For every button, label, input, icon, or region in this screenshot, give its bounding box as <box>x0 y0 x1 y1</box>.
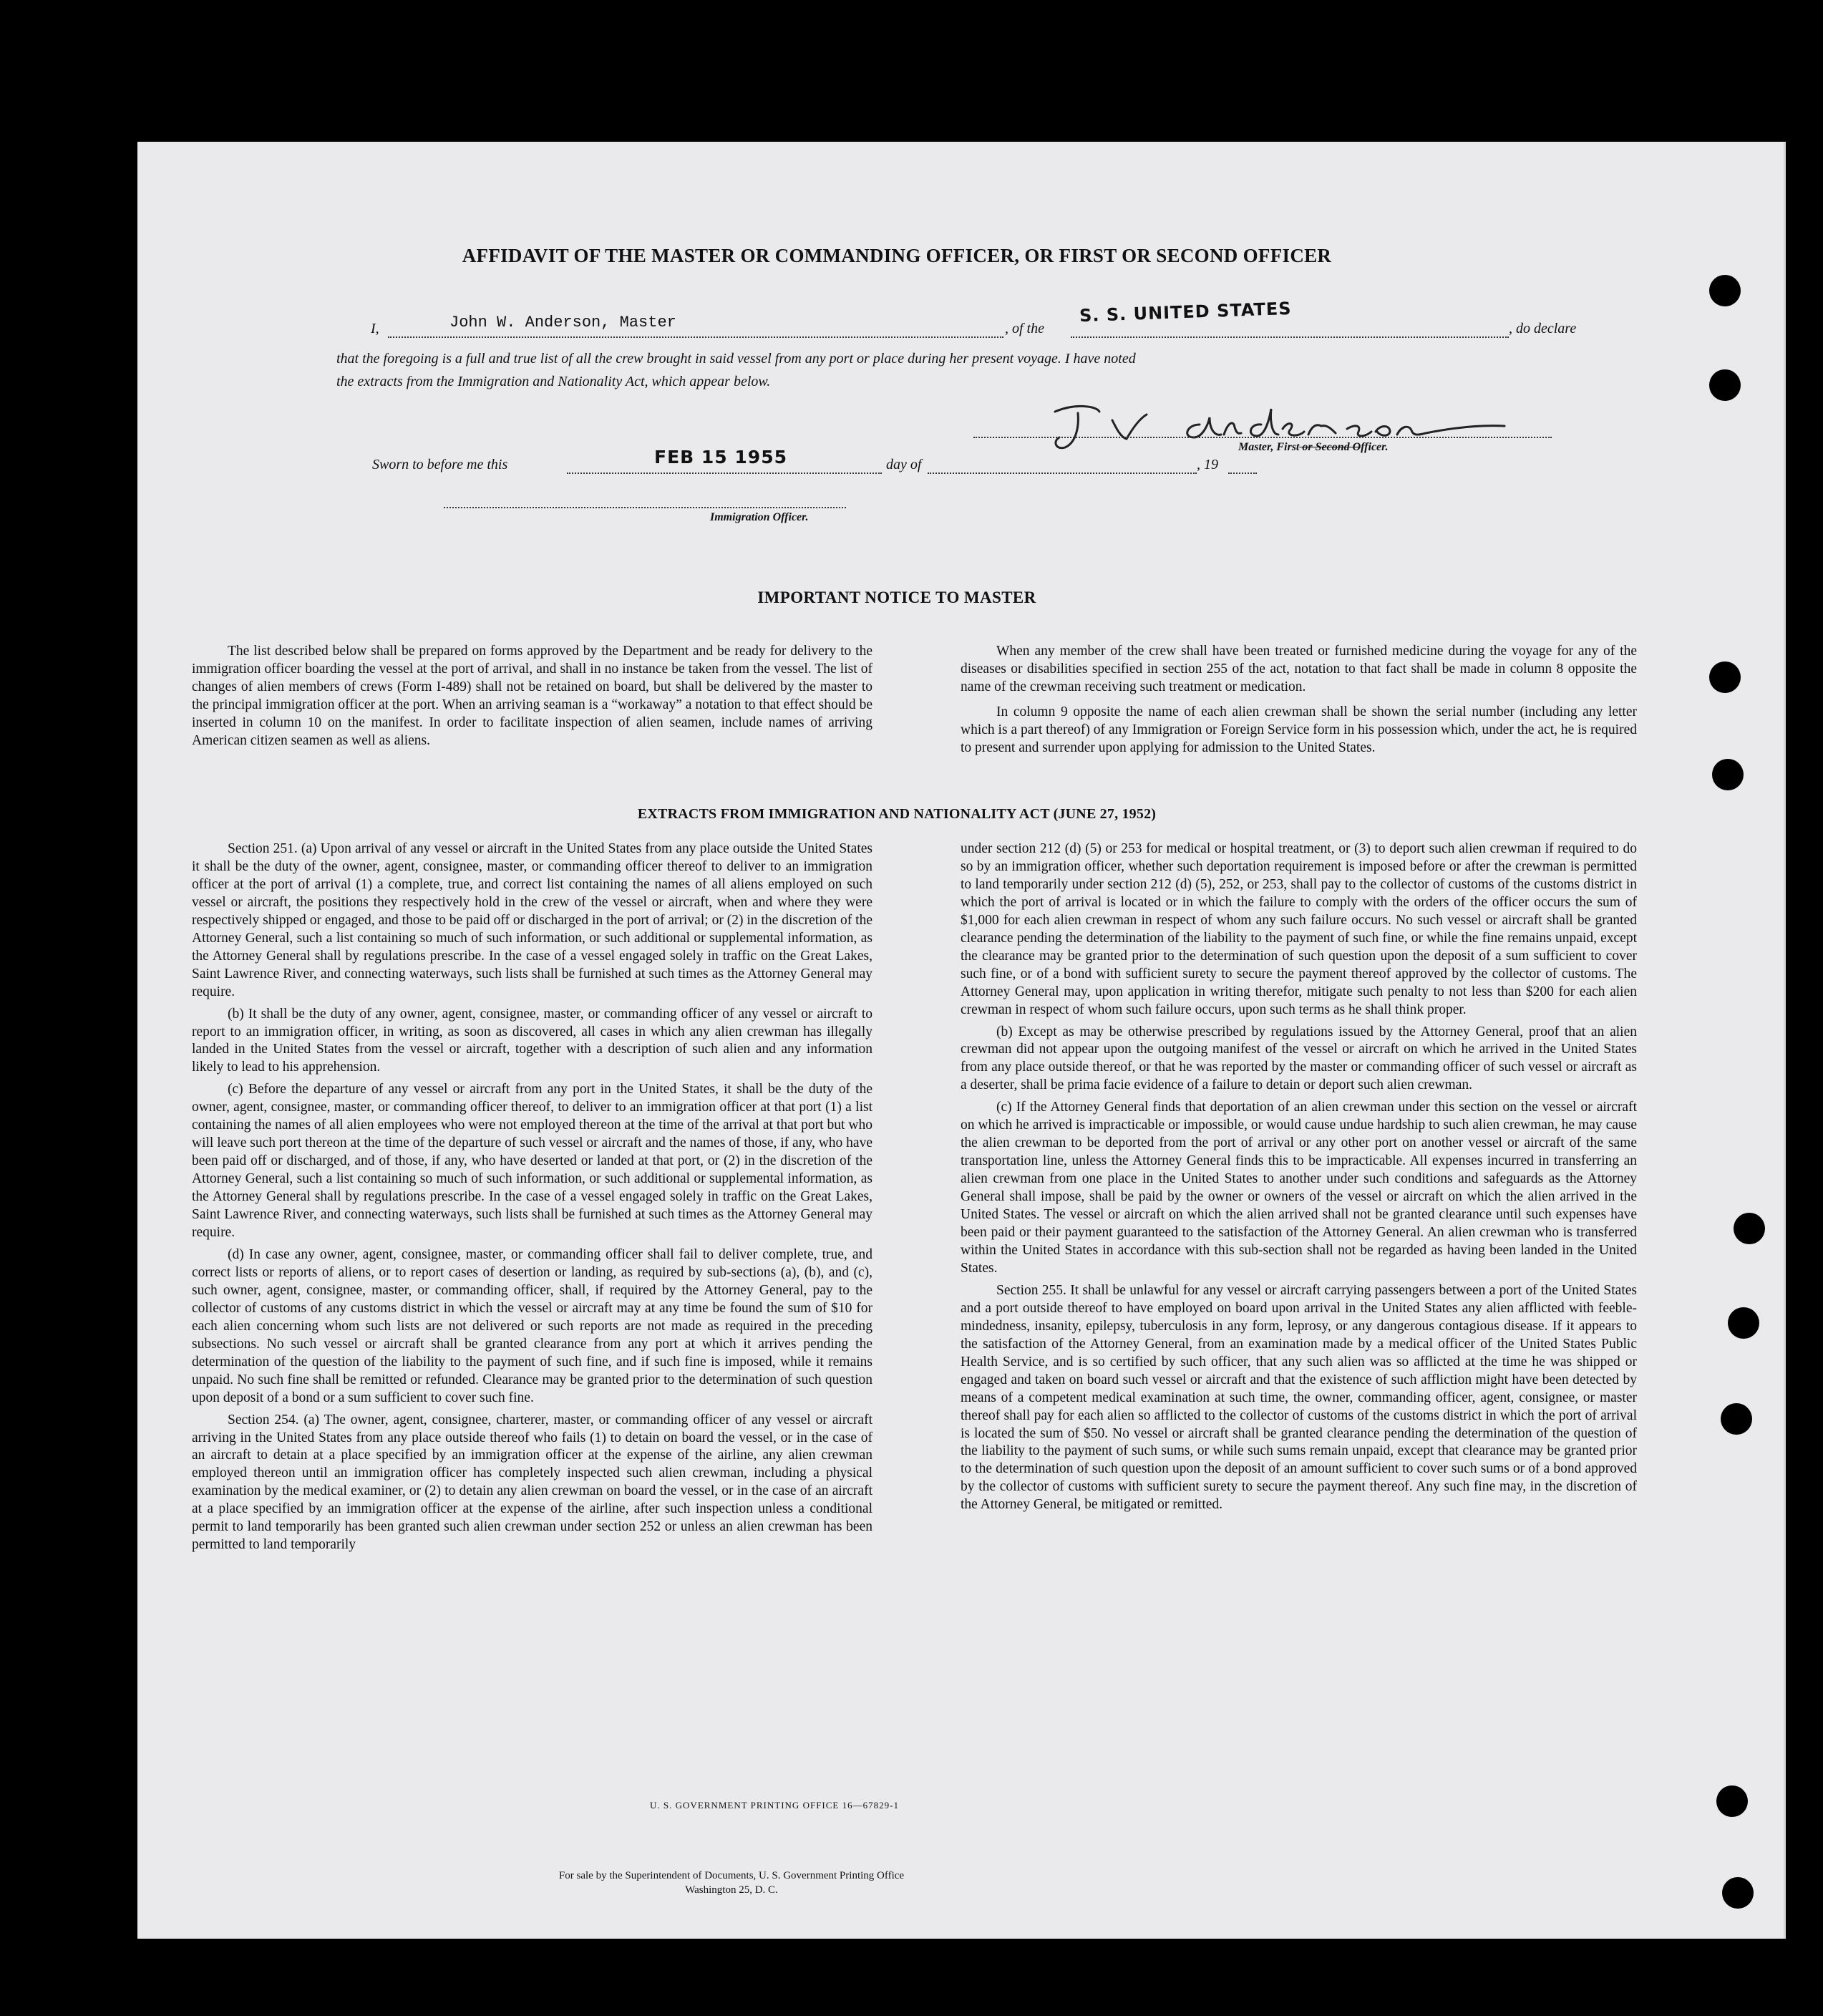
year-label: , 19 <box>1197 457 1218 472</box>
binder-hole <box>1709 662 1741 693</box>
declaration-body-line2: the extracts from the Immigration and Nationality Act, which appear below. <box>336 374 771 389</box>
declaration-i: I, <box>371 321 379 336</box>
extracts-right-column <box>961 840 1637 1518</box>
binder-hole <box>1728 1307 1759 1339</box>
notice-right-paragraph-1: When any member of the crew shall have been treated or furnished medicine during the voyage for any of the diseases or disabilities specified in section 255 of the act, notation to that fact shall be made in column 8 opposite the name of the crewman receiving such treatment or medication. <box>961 644 1637 694</box>
signature-line <box>973 437 1552 438</box>
section-254-a-cont: under section 212 (d) (5) or 253 for medical or hospital treatment, or (3) to deport such alien crewman if required to do so by an immigration officer, whether such deportation requirement is imposed before or after the crewman is permitted to land temporarily under section 212 (d) (5), 252, or 253, shall pay to the collector of customs of the customs district in which the port of arrival is located or in which the failure to comply with the orders of the officer occurs the sum of $1,000 for each alien crewman in respect of whom any such failure occurs. No such vessel or aircraft shall be granted clearance pending the determination of the liability to the payment of such fine, or while the fine remains unpaid, except the clearance may be granted prior to the determination of such question upon the deposit of a sum sufficient to cover such fine, or of a bond with sufficient surety to secure the payment thereof approved by the collector of customs. The Attorney General may, upon application in writing therefor, mitigate such penalty to not less than $200 for each alien crewman in respect of whom such failure occurs, upon such terms as he shall think proper. <box>961 841 1637 1017</box>
notice-right-column <box>961 643 1637 762</box>
binder-hole <box>1734 1213 1765 1244</box>
section-251-b: (b) It shall be the duty of any owner, agent, consignee, master, or commanding officer of any vessel or aircraft to report to an immigration officer, in writing, as soon as discovered, all cases in which any alien crewman has illegally landed in the United States from the vessel or aircraft, together with a description of such alien and any information likely to lead to his apprehension. <box>192 1006 872 1075</box>
sworn-label: Sworn to before me this <box>372 457 508 472</box>
section-254-b: (b) Except as may be otherwise prescribed by regulations issued by the Attorney General, proof that an alien crewman did not appear upon the outgoing manifest of the vessel or aircraft on which he arrived in the United States from any place outside thereof, or that he was reported by the master or commanding officer of such vessel or aircraft as a deserter, shall be prima facie evidence of a failure to detain or deport such alien crewman. <box>961 1024 1637 1093</box>
extracts-left-column <box>192 840 872 1559</box>
section-251-c: (c) Before the departure of any vessel or aircraft from any port in the United States, it shall be the duty of the owner, agent, consignee, master, or commanding officer thereof, to deliver to an immigration officer at that port (1) a list containing the names of all alien employees who were not employed thereon at the time of the arrival at that port but who will leave such port thereon at the time of the departure of such vessel or aircraft and the names of those, if any, who have been paid off or discharged, and of those, if any, who have deserted or landed at that port, or (2) in the discretion of the Attorney General, such a list containing so much of such information, or such additional or supplemental information, as the Attorney General shall by regulations prescribe. In the case of a vessel engaged solely in traffic on the Great Lakes, Saint Lawrence River, and connecting waterways, such lists shall be furnished at such times as the Attorney General may require. <box>192 1082 872 1241</box>
immigration-officer-line <box>444 507 846 508</box>
signature-title-struck: or Second O <box>1299 441 1361 453</box>
sale-footer-line2: Washington 25, D. C. <box>685 1884 778 1896</box>
binder-hole <box>1721 1403 1752 1435</box>
notice-left-paragraph: The list described below shall be prepared on forms approved by the Department and be ready for delivery to the immigration officer boarding the vessel at the port of arrival, and shall in no instance be taken from the vessel. The list of changes of alien members of crews (Form I-489) shall not be retained on board, but shall be delivered by the master to the principal immigration officer at the port. When an arriving seaman is a “workaway” a notation to that effect should be inserted in column 10 on the manifest. In order to facilitate inspection of alien seamen, include names of arriving American citizen seamen as well as aliens. <box>192 644 872 748</box>
sworn-date-stamp: FEB 15 1955 <box>654 447 787 467</box>
binder-hole <box>1722 1877 1754 1909</box>
declaration-body-line1: that the foregoing is a full and true list of all the crew brought in said vessel from any port or place during her present voyage. I have noted <box>336 351 1136 367</box>
section-251-d: (d) In case any owner, agent, consignee, master, or commanding officer shall fail to deliver complete, true, and correct lists or reports of aliens, or to report cases of desertion or landing, as required by sub-sections (a), (b), and (c), such owner, agent, consignee, master, or commanding officer, shall, if required by the Attorney General, pay to the collector of customs of any customs district in which the vessel or aircraft may at any time be found the sum of $10 for each alien concerning whom such lists are not delivered or such reports are not made as required in the preceding subsections. No such vessel or aircraft shall be granted clearance from any port at which it arrives pending the determination of the question of the liability to the payment of such fine, and if such fine is imposed, while it remains unpaid. No such fine shall be remitted or refunded. Clearance may be granted prior to the determination of such question upon deposit of a bond or a sum sufficient to cover such fine. <box>192 1246 872 1405</box>
signature-title-label <box>1238 441 1389 454</box>
notice-left-column <box>192 643 872 755</box>
do-declare-label: , do declare <box>1509 321 1577 336</box>
binder-hole <box>1709 275 1741 306</box>
binder-hole <box>1716 1785 1748 1817</box>
printer-imprint: U. S. GOVERNMENT PRINTING OFFICE 16—67829-1 <box>650 1800 899 1811</box>
sale-footer <box>137 1869 1326 1898</box>
signature-title-end: fficer. <box>1361 441 1389 453</box>
binder-hole <box>1709 369 1741 401</box>
affidavit-title: AFFIDAVIT OF THE MASTER OR COMMANDING OFFICER, OR FIRST OR SECOND OFFICER <box>462 245 1332 266</box>
section-254-c: (c) If the Attorney General finds that deportation of an alien crewman under this section on the vessel or aircraft on which he arrived is impracticable or impossible, or would cause undue hardship to such alien crewman, he may cause the alien crewman to be deported from the port of arrival or any other port on another vessel or aircraft of the same transportation line, unless the Attorney General finds this to be impracticable. All expenses incurred in transferring an alien crewman from one place in the United States to another under such conditions and safeguards as the Attorney General shall impose, shall be paid by the owner or owners of the vessel or aircraft on which the alien arrived in the United States. The vessel or aircraft on which the alien arrived shall not be granted clearance until such expenses have been paid or their payment guaranteed to the satisfaction of the Attorney General. An alien crewman who is transferred within the United States in accordance with this sub-section shall not be regarded as having been landed in the United States. <box>961 1100 1637 1276</box>
section-255: Section 255. It shall be unlawful for any vessel or aircraft carrying passengers between a port of the United States and a port outside thereof to have employed on board upon arrival in the United States any alien afflicted with feeble-mindedness, insanity, epilepsy, tuberculosis in any form, leprosy, or any dangerous contagious disease. If it appears to the satisfaction of the Attorney General, from an examination made by a medical officer of the United States Public Health Service, and is so certified by such officer, that any such alien was so afflicted at the time he was shipped or engaged and taken on board such vessel or aircraft and that the existence of such affliction might have been detected by means of a competent medical examination at such time, the owner, commanding officer, agent, consignee, or master thereof shall pay for each alien so afflicted to the collector of customs of the customs district in which the port of arrival is located the sum of $50. No vessel or aircraft shall be granted clearance pending the determination of the question of the liability to the payment of such sums, or while such sums remain unpaid, except that clearance may be granted prior to the determination of such question upon the deposit of an amount sufficient to cover such sums or of a bond approved by the collector of customs with sufficient surety to secure the payment thereof. Any such fine may, in the discretion of the Attorney General, be mitigated or remitted. <box>961 1282 1637 1513</box>
master-name-typed: John W. Anderson, Master <box>449 314 676 331</box>
year-blank-line <box>1228 472 1257 474</box>
notice-right-paragraph-2: In column 9 opposite the name of each alien crewman shall be shown the serial number (including any letter which is a part thereof) of any Immigration or Foreign Service form in his possession which, under the act, he is required to present and surrender upon applying for admission to the United States. <box>961 704 1637 755</box>
binder-hole <box>1712 759 1744 790</box>
of-the-label: , of the <box>1005 321 1044 336</box>
vessel-name-stamp: S. S. UNITED STATES <box>1079 298 1293 326</box>
extracts-title: EXTRACTS FROM IMMIGRATION AND NATIONALITY ACT (JUNE 27, 1952) <box>637 806 1157 822</box>
section-251-a: Section 251. (a) Upon arrival of any vessel or aircraft in the United States from any place outside the United States it shall be the duty of the owner, agent, consignee, master, or commanding officer thereof to deliver to an immigration officer at the port of arrival (1) a complete, true, and correct list containing the names of all aliens employed on such vessel or aircraft, the positions they respectively hold in the crew of the vessel or aircraft, when and where they were respectively shipped or engaged, and those to be paid off or discharged in the port of arrival; or (2) in the discretion of the Attorney General, such a list containing so much of such information, or such additional or supplemental information, as the Attorney General shall by regulations prescribe. In the case of a vessel engaged solely in traffic on the Great Lakes, Saint Lawrence River, and connecting waterways, such lists shall be furnished at such times as the Attorney General may require. <box>192 841 872 999</box>
vessel-blank-line <box>1071 336 1509 338</box>
day-of-label: day of <box>886 457 922 472</box>
section-254-a: Section 254. (a) The owner, agent, consignee, charterer, master, or commanding officer of any vessel or aircraft arriving in the United States from any place outside thereof who fails (1) to detain on board the vessel, or in the case of an aircraft to detain at a place specified by an immigration officer at the expense of the airline, any alien crewman employed thereon until an immigration officer has completely inspected such alien crewman, including a physical examination by the medical examiner, or (2) to detain any alien crewman on board the vessel, or in the case of an aircraft at a place specified by an immigration officer at the expense of the airline, after such inspection unless a conditional permit to land temporarily has been granted such alien crewman under section 252 or unless an alien crewman has been permitted to land temporarily <box>192 1412 872 1553</box>
signature-title-master: Master, First <box>1238 441 1300 453</box>
sale-footer-line1: For sale by the Superintendent of Documents, U. S. Government Printing Office <box>558 1870 905 1881</box>
affidavit-sheet <box>137 142 1786 1939</box>
immigration-officer-label: Immigration Officer. <box>710 511 809 523</box>
sworn-date-line <box>567 472 882 474</box>
name-blank-line <box>388 336 1003 338</box>
month-blank-line <box>928 472 1197 474</box>
notice-title: IMPORTANT NOTICE TO MASTER <box>757 588 1036 606</box>
